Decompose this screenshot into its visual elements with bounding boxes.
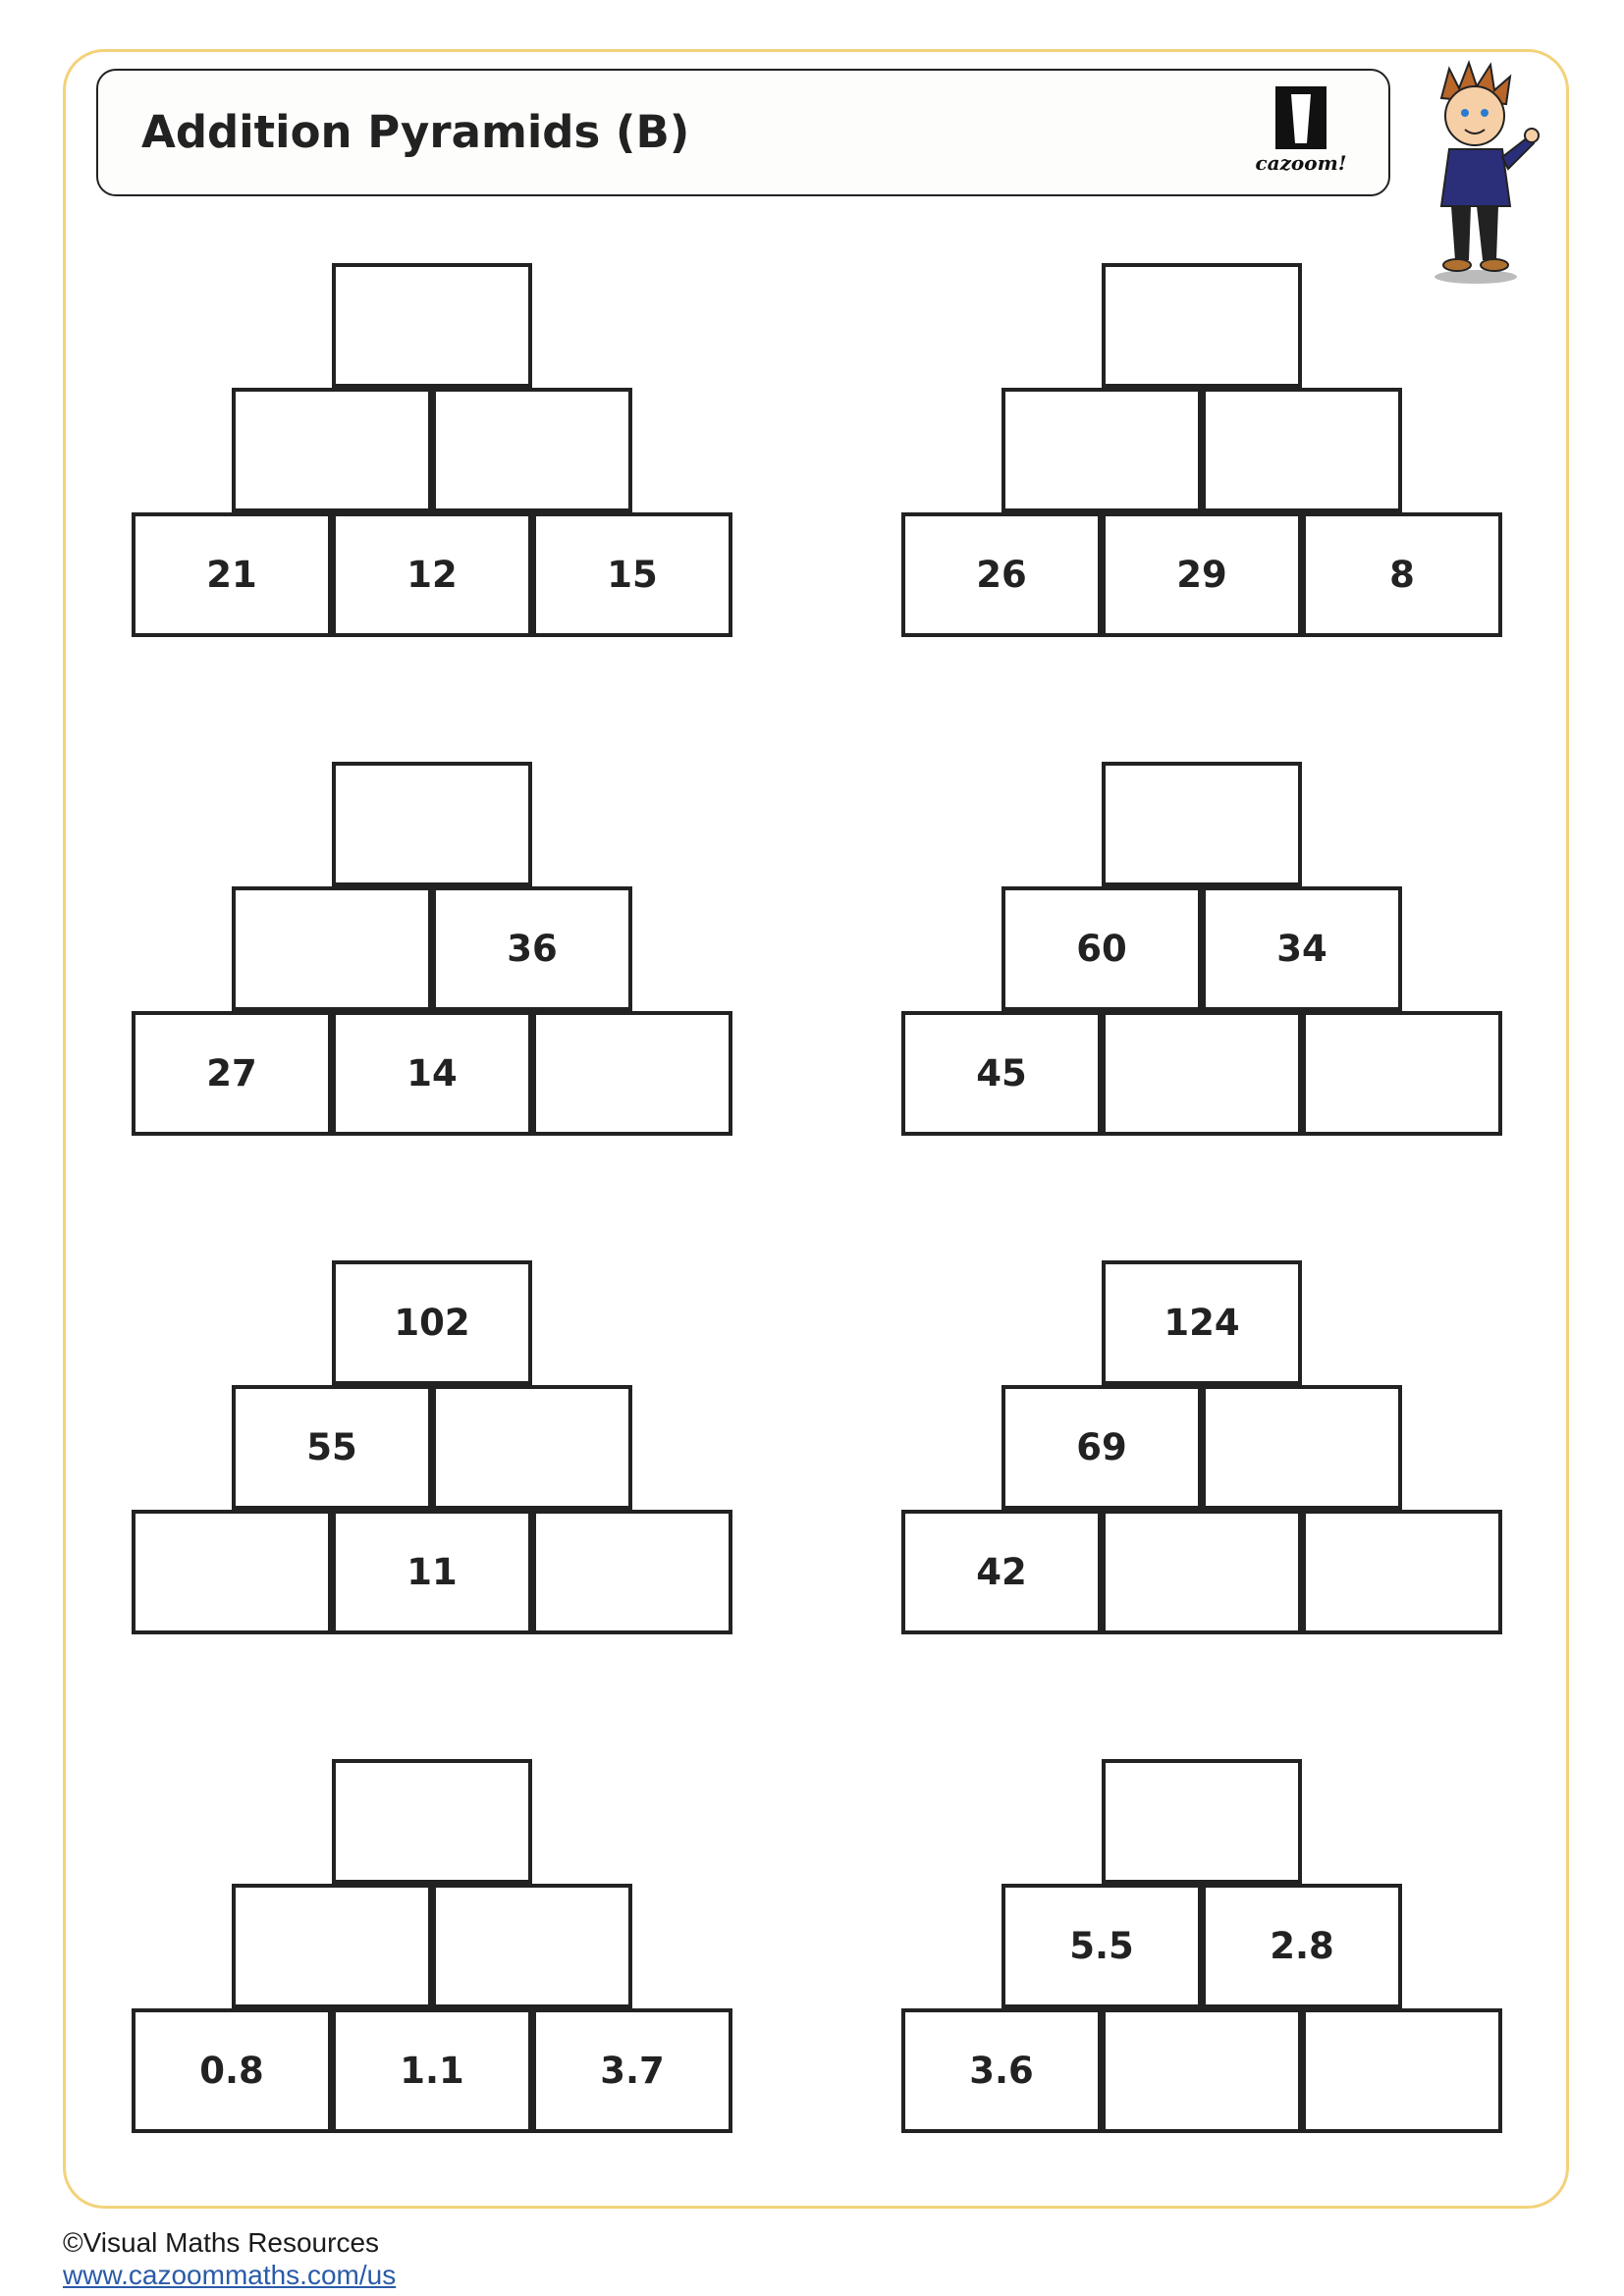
pyramid-5 (132, 1260, 734, 1637)
pyramid-cell-middle-left[interactable] (232, 388, 432, 512)
pyramid-cell-middle-left[interactable] (1001, 388, 1202, 512)
pyramid-6 (901, 1260, 1504, 1637)
pyramid-cell-bottom-left[interactable]: 45 (901, 1011, 1102, 1136)
pyramid-cell-top[interactable] (1102, 762, 1302, 886)
pyramid-cell-bottom-center[interactable]: 29 (1102, 512, 1302, 637)
pyramid-cell-top[interactable] (1102, 263, 1302, 388)
pyramid-cell-bottom-center[interactable] (1102, 1011, 1302, 1136)
pyramid-cell-bottom-left[interactable]: 42 (901, 1510, 1102, 1634)
pyramid-cell-bottom-left[interactable]: 0.8 (132, 2008, 332, 2133)
pyramid-cell-bottom-right[interactable]: 8 (1302, 512, 1502, 637)
title-banner (96, 69, 1390, 196)
pyramid-cell-top[interactable] (1102, 1759, 1302, 1884)
pyramid-cell-bottom-center[interactable]: 14 (332, 1011, 532, 1136)
pyramid-cell-bottom-right[interactable] (532, 1510, 732, 1634)
website-link[interactable]: www.cazoommaths.com/us (63, 2260, 397, 2290)
logo-text: cazoom! (1255, 151, 1347, 175)
pyramid-cell-middle-right[interactable]: 36 (432, 886, 632, 1011)
cup-icon (1275, 86, 1326, 149)
pyramid-3 (132, 762, 734, 1139)
mascot-illustration (1412, 59, 1540, 285)
pyramid-cell-bottom-left[interactable]: 3.6 (901, 2008, 1102, 2133)
pyramid-cell-middle-right[interactable] (432, 388, 632, 512)
pyramid-cell-top[interactable] (332, 1759, 532, 1884)
pyramid-cell-bottom-center[interactable]: 1.1 (332, 2008, 532, 2133)
pyramid-cell-middle-right[interactable]: 34 (1202, 886, 1402, 1011)
pyramid-cell-middle-right[interactable] (432, 1884, 632, 2008)
pyramid-cell-top[interactable]: 124 (1102, 1260, 1302, 1385)
pyramid-cell-bottom-left[interactable]: 26 (901, 512, 1102, 637)
pyramid-cell-bottom-right[interactable]: 3.7 (532, 2008, 732, 2133)
pyramid-cell-middle-left[interactable]: 55 (232, 1385, 432, 1510)
pyramid-cell-bottom-right[interactable] (1302, 1011, 1502, 1136)
pyramid-8 (901, 1759, 1504, 2136)
pyramid-cell-bottom-center[interactable] (1102, 1510, 1302, 1634)
pyramid-cell-bottom-right[interactable]: 15 (532, 512, 732, 637)
pyramid-cell-bottom-center[interactable] (1102, 2008, 1302, 2133)
copyright-text: ©Visual Maths Resources (63, 2227, 380, 2258)
pyramid-cell-middle-right[interactable] (432, 1385, 632, 1510)
pyramid-cell-top[interactable]: 102 (332, 1260, 532, 1385)
pyramid-cell-bottom-right[interactable] (1302, 2008, 1502, 2133)
page-title: Addition Pyramids (B) (141, 106, 690, 158)
pyramid-cell-bottom-left[interactable]: 27 (132, 1011, 332, 1136)
pyramid-1 (132, 263, 734, 640)
pyramid-cell-top[interactable] (332, 263, 532, 388)
pyramid-cell-middle-left[interactable]: 5.5 (1001, 1884, 1202, 2008)
pyramid-cell-bottom-center[interactable]: 11 (332, 1510, 532, 1634)
pyramid-cell-middle-left[interactable] (232, 1884, 432, 2008)
pyramid-cell-middle-left[interactable]: 60 (1001, 886, 1202, 1011)
pyramid-cell-middle-right[interactable] (1202, 388, 1402, 512)
pyramid-4 (901, 762, 1504, 1139)
pyramid-cell-bottom-right[interactable] (532, 1011, 732, 1136)
pyramid-cell-middle-right[interactable]: 2.8 (1202, 1884, 1402, 2008)
pyramid-cell-middle-right[interactable] (1202, 1385, 1402, 1510)
pyramid-cell-bottom-left[interactable] (132, 1510, 332, 1634)
pyramid-cell-top[interactable] (332, 762, 532, 886)
pyramid-7 (132, 1759, 734, 2136)
pyramid-cell-middle-left[interactable] (232, 886, 432, 1011)
pyramid-cell-bottom-right[interactable] (1302, 1510, 1502, 1634)
pyramid-cell-bottom-center[interactable]: 12 (332, 512, 532, 637)
pyramid-cell-middle-left[interactable]: 69 (1001, 1385, 1202, 1510)
footer (63, 2226, 396, 2291)
pyramid-cell-bottom-left[interactable]: 21 (132, 512, 332, 637)
pyramid-2 (901, 263, 1504, 640)
cazoom-logo (1247, 86, 1355, 185)
